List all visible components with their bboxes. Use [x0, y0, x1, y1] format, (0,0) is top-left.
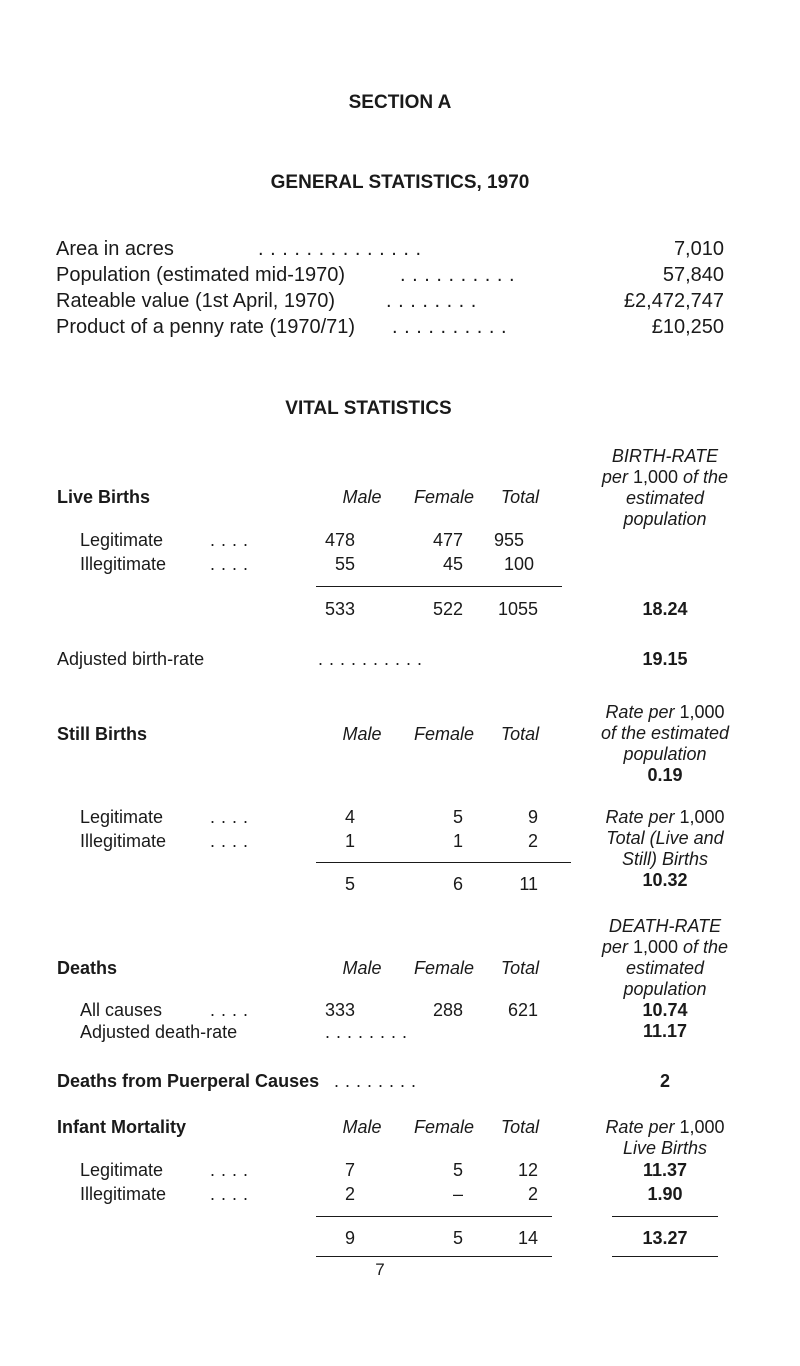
- row-label: Illegitimate: [80, 831, 167, 851]
- column-header-total: Total: [500, 1117, 540, 1137]
- total-male: 533: [324, 599, 355, 619]
- column-header-total: Total: [500, 487, 540, 507]
- row-label: Legitimate: [80, 1160, 164, 1180]
- adjusted-birth-rate-label: Adjusted birth-rate: [57, 649, 205, 669]
- general-row-value: £2,472,747: [623, 290, 724, 312]
- general-row-value: £10,250: [651, 316, 724, 338]
- column-header-female: Female: [413, 1117, 475, 1137]
- birth-rate-header-line3: estimated: [625, 488, 705, 508]
- birth-rate-header-line2: per 1,000 of the: [601, 467, 729, 487]
- birth-rate-header-title: BIRTH-RATE: [611, 446, 719, 466]
- column-header-female: Female: [413, 958, 475, 978]
- still-rate2-value: 10.32: [642, 870, 688, 890]
- cell-total: 12: [517, 1160, 538, 1180]
- still-rate-line2: of the estimated: [600, 723, 730, 743]
- total-total: 11: [519, 874, 538, 894]
- leader-dots: . . . .: [210, 1000, 249, 1020]
- general-row-label: Area in acres: [56, 238, 174, 260]
- rate-total-rule: [612, 1216, 718, 1217]
- general-row-value: 7,010: [673, 238, 724, 260]
- death-rate-header-line4: population: [623, 979, 707, 999]
- column-header-male: Male: [342, 1117, 382, 1137]
- cell-female: 288: [432, 1000, 463, 1020]
- still-rate-line1: Rate per 1,000: [605, 702, 725, 722]
- infant-rate-header: [570, 1117, 760, 1159]
- column-header-total: Total: [500, 958, 540, 978]
- column-header-total: Total: [500, 724, 540, 744]
- infant-rate-line1: Rate per 1,000: [605, 1117, 725, 1137]
- section-heading: Live Births: [57, 487, 151, 507]
- birth-rate-header: [570, 446, 760, 530]
- adjusted-death-rate-value: 11.17: [642, 1021, 688, 1041]
- row-label: Illegitimate: [80, 1184, 167, 1204]
- rate-double-rule: [612, 1256, 718, 1257]
- adjusted-death-rate-label: Adjusted death-rate: [80, 1022, 238, 1042]
- leader-dots: . . . . . . . .: [334, 1071, 417, 1091]
- cell-male: 7: [344, 1160, 355, 1180]
- cell-male: 1: [344, 831, 355, 851]
- death-rate-value: 10.74: [642, 1000, 688, 1020]
- death-rate-header-line3: estimated: [625, 958, 705, 978]
- infant-rate-line2: Live Births: [622, 1138, 708, 1158]
- death-rate-header-title: DEATH-RATE: [608, 916, 722, 936]
- still-rate2-line1: Rate per 1,000: [605, 807, 725, 827]
- total-rule: [316, 862, 571, 863]
- leader-dots: . . . . . . . . . .: [318, 649, 423, 669]
- adjusted-birth-rate-value: 19.15: [642, 649, 688, 669]
- still-rate2-line3: Still) Births: [621, 849, 708, 869]
- section-heading: Still Births: [57, 724, 148, 744]
- section-heading: Deaths: [57, 958, 118, 978]
- double-rule: [316, 1256, 552, 1257]
- general-row-label: Product of a penny rate (1970/71): [56, 316, 356, 338]
- leader-dots: . . . . . . . . . .: [400, 264, 516, 286]
- leader-dots: . . . . . . . . . .: [392, 316, 508, 338]
- death-rate-header: [570, 916, 760, 1042]
- cell-female: 45: [442, 554, 463, 574]
- cell-total: 955: [493, 530, 524, 550]
- still-rate-line3: population: [623, 744, 707, 764]
- cell-rate: 1.90: [647, 1184, 683, 1204]
- leader-dots: . . . .: [210, 1160, 249, 1180]
- column-header-female: Female: [413, 487, 475, 507]
- row-label: Illegitimate: [80, 554, 167, 574]
- cell-male: 2: [344, 1184, 355, 1204]
- cell-male: 478: [324, 530, 355, 550]
- cell-total: 9: [527, 807, 538, 827]
- general-row-label: Population (estimated mid-1970): [56, 264, 346, 286]
- birth-rate-value: 18.24: [642, 599, 688, 619]
- still-rate2-line2: Total (Live and: [606, 828, 724, 848]
- cell-rate: 11.37: [642, 1160, 688, 1180]
- cell-female: 1: [452, 831, 463, 851]
- row-label: All causes: [80, 1000, 163, 1020]
- section-title: SECTION A: [348, 92, 452, 113]
- section-heading: Infant Mortality: [57, 1117, 186, 1137]
- leader-dots: . . . .: [210, 1184, 249, 1204]
- cell-female: 477: [432, 530, 463, 550]
- general-row-label: Rateable value (1st April, 1970): [56, 290, 336, 312]
- leader-dots: . . . . . . . .: [386, 290, 477, 312]
- column-header-male: Male: [342, 958, 382, 978]
- birth-rate-header-line4: population: [623, 509, 707, 529]
- leader-dots: . . . .: [210, 807, 249, 827]
- still-rate-value: 0.19: [647, 765, 683, 785]
- row-label: Legitimate: [80, 807, 164, 827]
- cell-male: 333: [324, 1000, 355, 1020]
- total-rate: 13.27: [642, 1228, 688, 1248]
- leader-dots: . . . . . . . .: [325, 1022, 408, 1042]
- general-statistics-title: GENERAL STATISTICS, 1970: [270, 172, 530, 193]
- still-birth-rate-header: [570, 702, 760, 786]
- cell-female: –: [452, 1184, 463, 1204]
- still-rate2-header: [570, 807, 760, 891]
- death-rate-header-line2: per 1,000 of the: [601, 937, 729, 957]
- cell-female: 5: [452, 807, 463, 827]
- total-female: 6: [452, 874, 463, 894]
- row-label: Legitimate: [80, 530, 164, 550]
- total-rule: [316, 1216, 552, 1217]
- cell-male: 4: [344, 807, 355, 827]
- total-total: 14: [517, 1228, 538, 1248]
- cell-female: 5: [452, 1160, 463, 1180]
- total-female: 5: [452, 1228, 463, 1248]
- column-header-female: Female: [413, 724, 475, 744]
- leader-dots: . . . .: [210, 831, 249, 851]
- puerperal-label: Deaths from Puerperal Causes: [57, 1071, 320, 1091]
- general-row-value: 57,840: [662, 264, 724, 286]
- total-total: 1055: [497, 599, 538, 619]
- cell-total: 2: [527, 831, 538, 851]
- total-male: 5: [344, 874, 355, 894]
- column-header-male: Male: [342, 724, 382, 744]
- cell-total: 100: [503, 554, 534, 574]
- leader-dots: . . . .: [210, 530, 249, 550]
- total-female: 522: [432, 599, 463, 619]
- leader-dots: . . . .: [210, 554, 249, 574]
- total-male: 9: [344, 1228, 355, 1248]
- column-header-male: Male: [342, 487, 382, 507]
- cell-male: 55: [334, 554, 355, 574]
- page-number: 7: [375, 1260, 385, 1279]
- vital-statistics-title: VITAL STATISTICS: [285, 398, 452, 419]
- leader-dots: . . . . . . . . . . . . . .: [258, 238, 422, 260]
- puerperal-value: 2: [659, 1071, 670, 1091]
- total-rule: [316, 586, 562, 587]
- cell-total: 621: [507, 1000, 538, 1020]
- cell-total: 2: [527, 1184, 538, 1204]
